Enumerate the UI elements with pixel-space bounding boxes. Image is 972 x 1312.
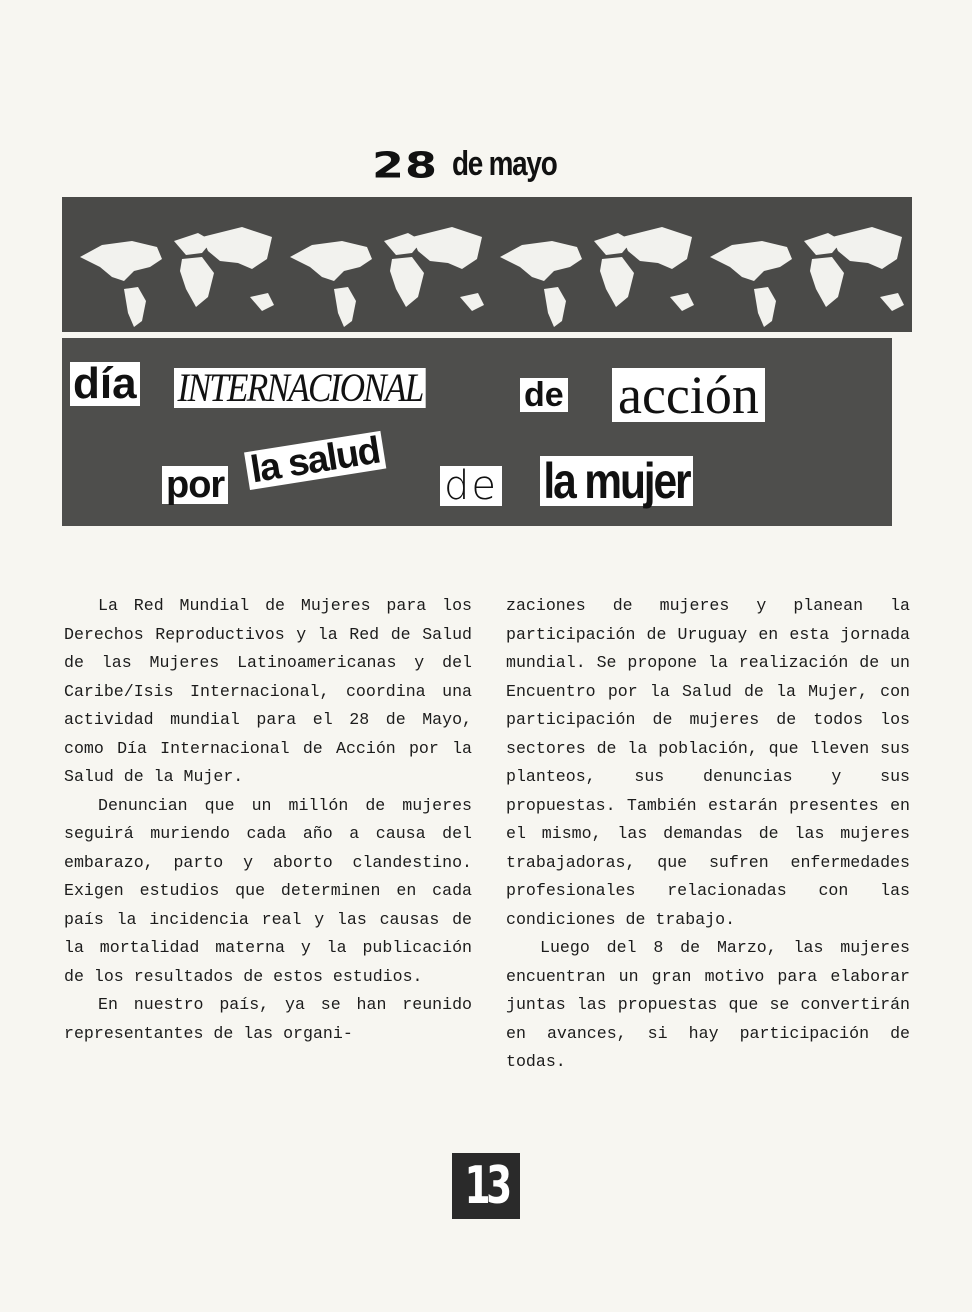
date-month: de mayo: [452, 145, 557, 183]
banner-word-de-2: de: [440, 466, 502, 506]
article-paragraph: En nuestro país, ya se han reunido representantes de las organi-: [64, 995, 472, 1043]
world-map-icon: [62, 197, 912, 332]
article-paragraph: zaciones de mujeres y planean la participación de Uruguay en esta jornada mundial. Se propone la realización de un Encuentro por la Salud de la Mujer, con participación de mujeres de todos los sectores de la población, que lleven sus planteos, sus denuncias y sus propuestas. También estarán presentes en el mismo, las demandas de las mujeres trabajadoras, que sufren enfermedades profesionales relacionadas con las condiciones de trabajo.: [506, 596, 910, 929]
banner-word-por: por: [162, 466, 228, 504]
article-paragraph: Denuncian que un millón de mujeres seguirá muriendo cada año a causa del embarazo, parto y aborto clandestino. Exigen estudios que determinen en cada país la incidencia real y las causas de la mortalidad materna y la publicación de los resultados de estos estudios.: [64, 795, 472, 986]
banner-word-accion: acción: [612, 368, 765, 422]
banner-word-de: de: [520, 378, 568, 412]
date-header: [372, 132, 579, 186]
article-left-column: [64, 592, 472, 1048]
page-number: [452, 1153, 520, 1219]
banner-word-la-salud: la salud: [244, 431, 386, 490]
banner-word-internacional: INTERNACIONAL: [174, 368, 426, 408]
article-paragraph: La Red Mundial de Mujeres para los Derechos Reproductivos y la Red de Salud de las Mujeres Latinoamericanas y del Caribe/Isis Internacional, coordina una actividad mundial para el 28 de Mayo, como Día Internacional de Acción por la Salud de la Mujer.: [64, 596, 472, 786]
article-right-column: [506, 592, 910, 1077]
banner-word-la-mujer: la mujer: [540, 456, 693, 506]
world-maps-banner: [62, 197, 912, 332]
banner-word-dia: día: [70, 362, 140, 406]
article-paragraph: Luego del 8 de Marzo, las mujeres encuentran un gran motivo para elaborar juntas las propuestas que se convertirán en avances, si hay participación de todas.: [506, 938, 910, 1071]
date-number: 28: [372, 143, 439, 186]
page-number-text: 13: [464, 1156, 508, 1216]
